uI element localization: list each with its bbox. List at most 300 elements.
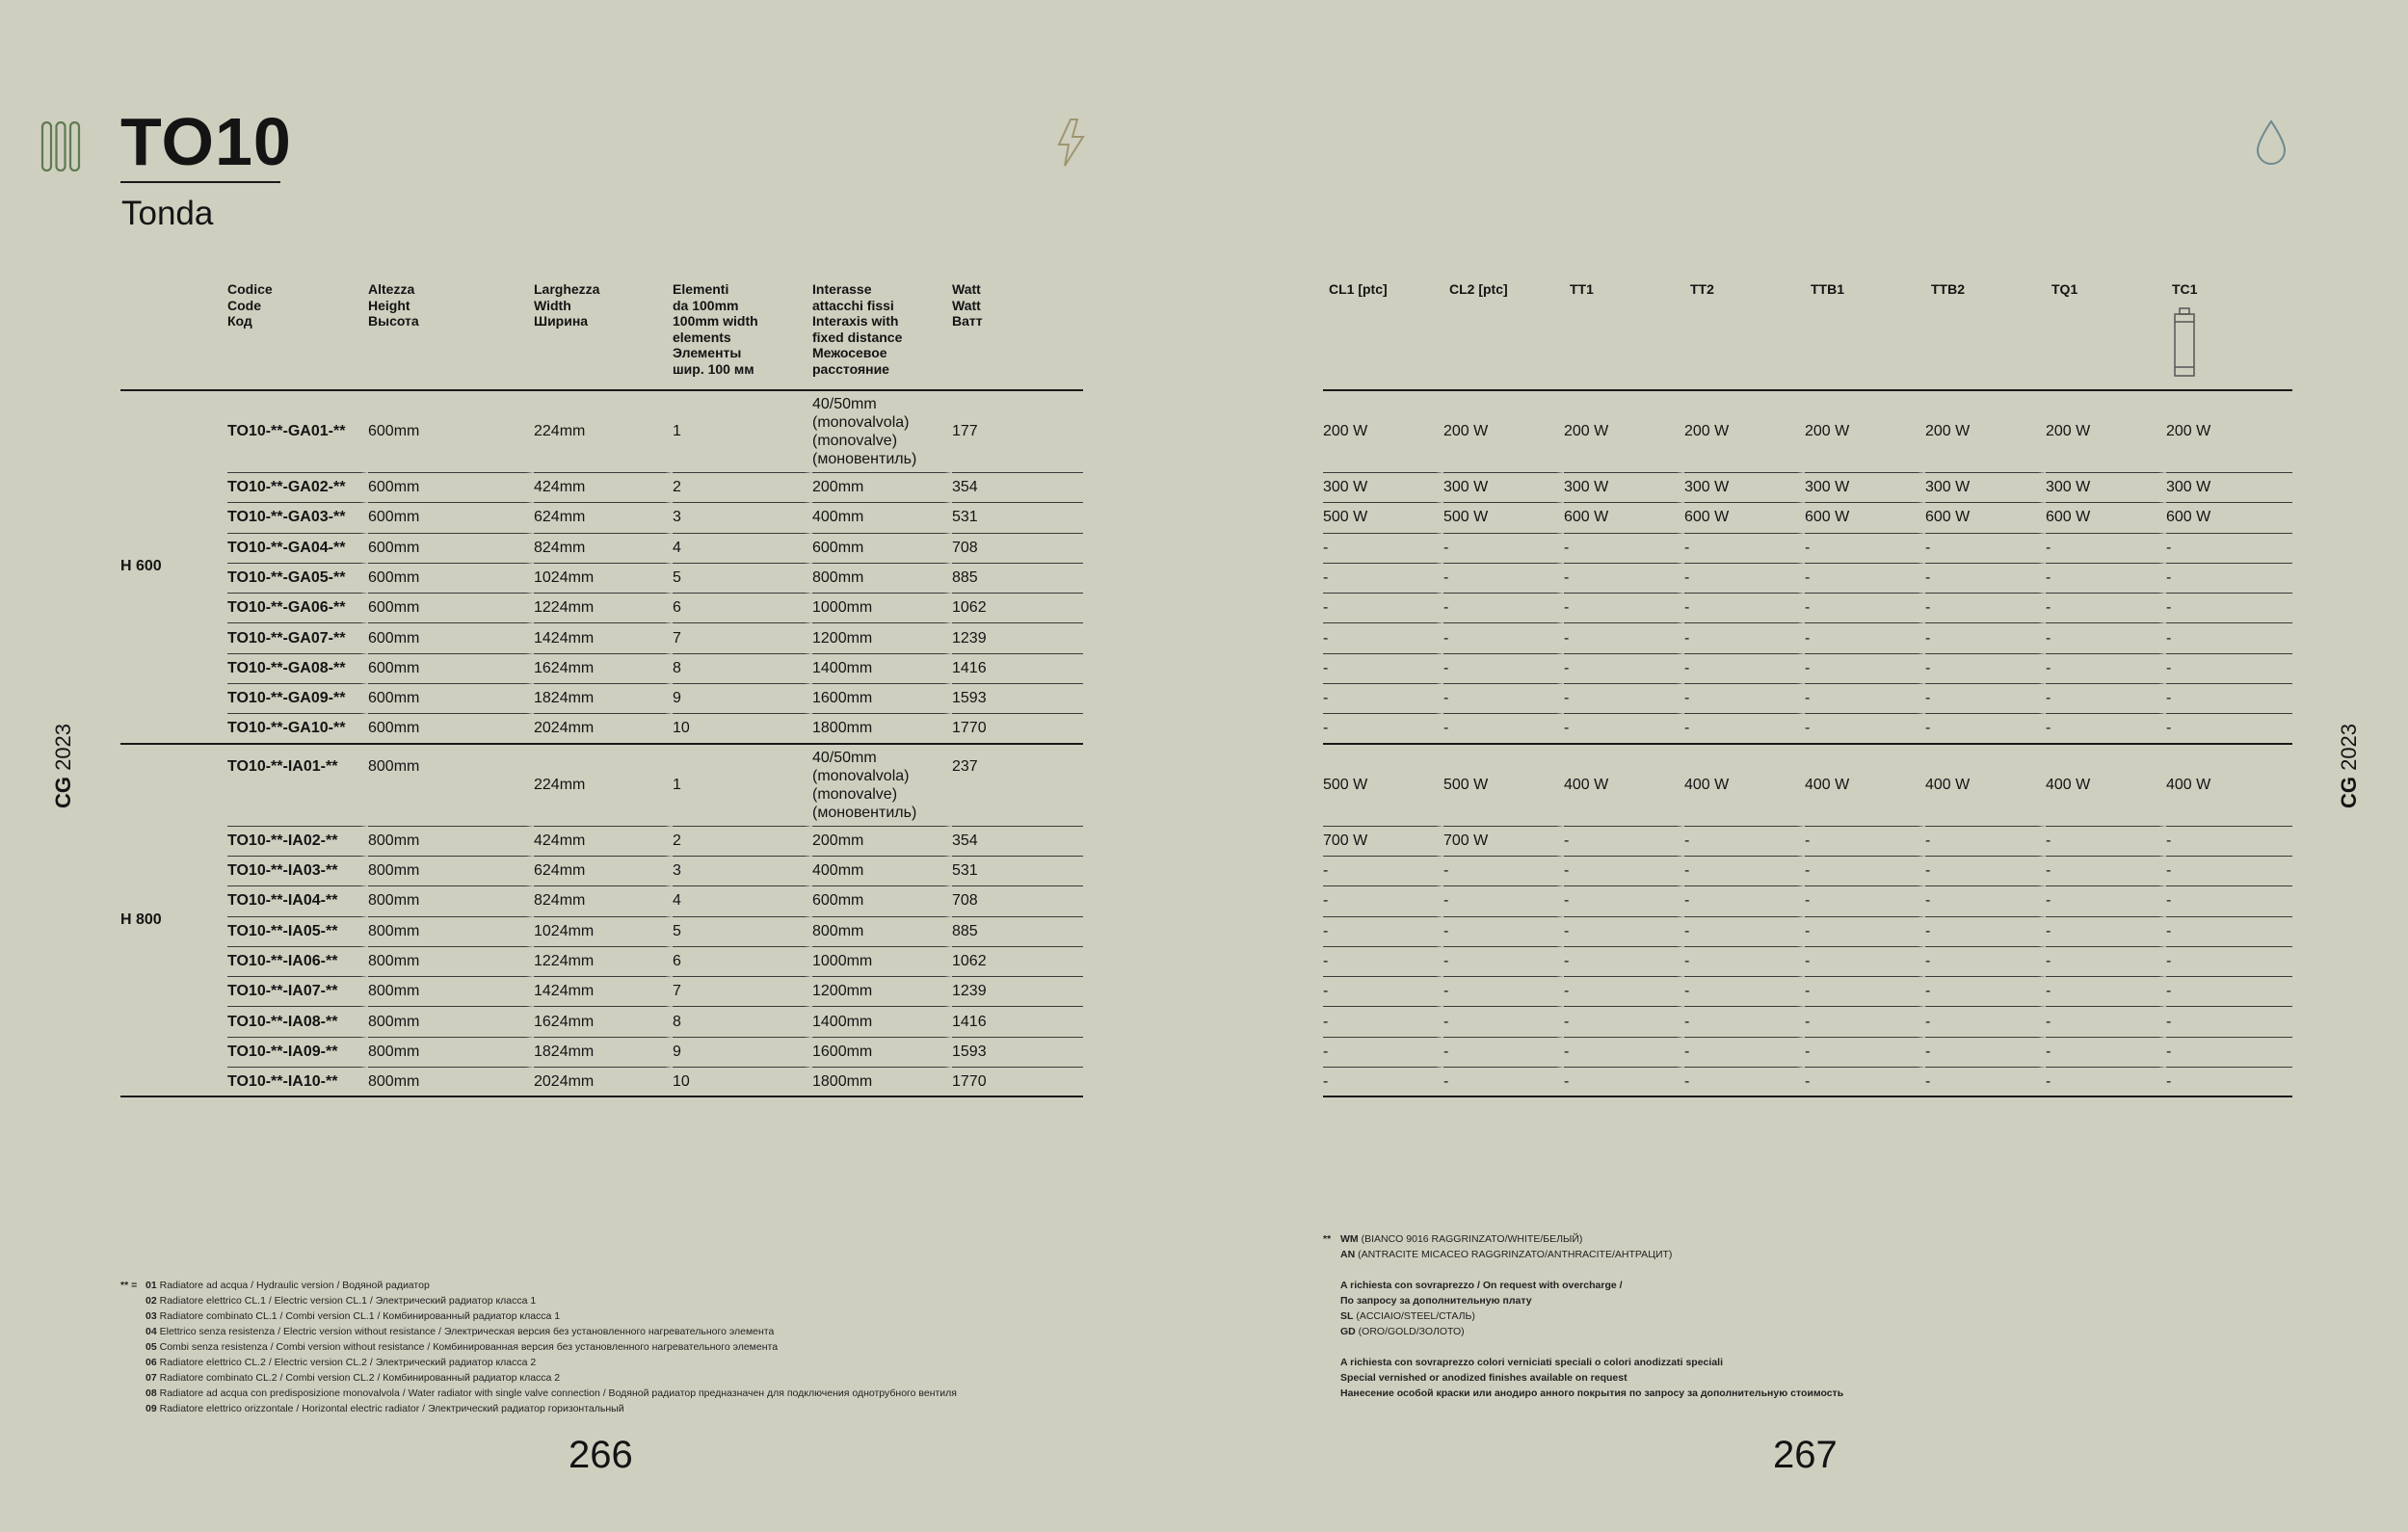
- cell-power: -: [1564, 917, 1684, 947]
- cell-watt: 885: [952, 917, 1083, 947]
- cell-w: 1224mm: [534, 947, 673, 977]
- cell-code: TO10-**-GA03-**: [227, 503, 368, 533]
- footnote-item: [146, 1339, 1084, 1355]
- side-label-left: [51, 718, 76, 814]
- footnote-item: [146, 1278, 1084, 1293]
- cell-power: -: [1925, 1038, 2046, 1068]
- cell-watt: 1239: [952, 977, 1083, 1007]
- product-code: TO10: [120, 104, 292, 179]
- cell-power: -: [1925, 564, 2046, 594]
- cell-code: TO10-**-GA09-**: [227, 684, 368, 714]
- right-power-table: [1323, 277, 2292, 1097]
- cell-power: -: [1564, 564, 1684, 594]
- cell-power: -: [1805, 1068, 1925, 1097]
- table-row: [1323, 857, 2292, 886]
- cell-power: -: [1925, 654, 2046, 684]
- cell-w: 224mm: [534, 745, 673, 827]
- cell-power: -: [1684, 1068, 1805, 1097]
- cell-power: -: [1564, 1038, 1684, 1068]
- product-name: Tonda: [121, 195, 214, 232]
- cell-power: -: [2166, 684, 2292, 714]
- header-elements: [673, 277, 812, 391]
- cell-h: 800mm: [368, 947, 534, 977]
- table-row: [1323, 917, 2292, 947]
- cell-h: 600mm: [368, 503, 534, 533]
- footnote-item: [146, 1386, 1084, 1401]
- cell-el: 7: [673, 977, 812, 1007]
- table-row: [1323, 714, 2292, 744]
- cell-power: -: [2046, 947, 2166, 977]
- table-row: [120, 947, 1083, 977]
- side-year: 2023: [2337, 723, 2361, 771]
- header-width: [534, 277, 673, 391]
- cell-power: -: [1323, 1038, 1443, 1068]
- cell-watt: 1239: [952, 623, 1083, 653]
- table-row: [1323, 1068, 2292, 1097]
- footnote-item: [146, 1370, 1084, 1386]
- cell-power: -: [1925, 684, 2046, 714]
- finish-item: [1340, 1247, 2287, 1262]
- cell-h: 800mm: [368, 917, 534, 947]
- cell-power: -: [1443, 594, 1564, 623]
- cell-h: 600mm: [368, 534, 534, 564]
- page-number-right: 267: [1773, 1434, 1838, 1476]
- cell-w: 2024mm: [534, 714, 673, 744]
- cell-power: 300 W: [1684, 473, 1805, 503]
- cell-power: -: [1443, 564, 1564, 594]
- cell-power: -: [1684, 917, 1805, 947]
- left-spec-table: [120, 277, 1083, 1097]
- cell-power: -: [1805, 1007, 1925, 1037]
- footnote-text: Elettrico senza resistenza / Electric version without resistance / Электрическая версия без установленного нагревательного элемента: [159, 1326, 775, 1337]
- cell-ia: 1000mm: [812, 594, 952, 623]
- finish-code: SL: [1340, 1310, 1354, 1322]
- header-variant-label: TC1: [2172, 281, 2198, 297]
- special-line: A richiesta con sovraprezzo colori verniciati speciali o colori anodizzati speciali: [1340, 1357, 1723, 1368]
- cell-power: -: [1925, 977, 2046, 1007]
- table-row: [1323, 684, 2292, 714]
- cell-power: 200 W: [2166, 391, 2292, 473]
- cell-watt: 531: [952, 857, 1083, 886]
- cell-power: -: [2046, 623, 2166, 653]
- cell-power: -: [1805, 564, 1925, 594]
- finish-item: [1340, 1308, 2287, 1324]
- radiator-icon: [40, 121, 81, 172]
- cell-power: -: [1925, 947, 2046, 977]
- cell-power: -: [2046, 1007, 2166, 1037]
- table-row: [120, 503, 1083, 533]
- cell-power: -: [2166, 1068, 2292, 1097]
- cell-power: -: [1684, 623, 1805, 653]
- cell-code: TO10-**-IA02-**: [227, 827, 368, 857]
- cell-power: -: [1684, 886, 1805, 916]
- cell-watt: 177: [952, 391, 1083, 473]
- cell-power: -: [2166, 534, 2292, 564]
- cell-power: -: [1323, 947, 1443, 977]
- footnote-text: Radiatore elettrico CL.1 / Electric version CL.1 / Электрический радиатор класса 1: [159, 1295, 537, 1307]
- header-variant: [1443, 277, 1564, 391]
- cell-el: 8: [673, 654, 812, 684]
- header-variant-label: TTB1: [1811, 281, 1844, 297]
- cell-code: TO10-**-GA01-**: [227, 391, 368, 473]
- cell-power: -: [1323, 534, 1443, 564]
- cell-power: 200 W: [1443, 391, 1564, 473]
- cell-code: TO10-**-GA04-**: [227, 534, 368, 564]
- cell-power: -: [1684, 684, 1805, 714]
- header-line: Ширина: [534, 313, 589, 329]
- cell-el: 5: [673, 564, 812, 594]
- cell-w: 1624mm: [534, 1007, 673, 1037]
- cell-el: 7: [673, 623, 812, 653]
- cell-power: -: [2046, 654, 2166, 684]
- cell-power: -: [2166, 623, 2292, 653]
- cell-power: 200 W: [1805, 391, 1925, 473]
- table-row: [1323, 391, 2292, 473]
- finish-code: WM: [1340, 1233, 1359, 1245]
- interaxis-line: 40/50mm: [812, 749, 877, 766]
- cell-power: 300 W: [1564, 473, 1684, 503]
- header-watt: [952, 277, 1083, 391]
- cell-power: -: [1323, 564, 1443, 594]
- cell-power: -: [1323, 1068, 1443, 1097]
- cell-ia: 1400mm: [812, 654, 952, 684]
- cell-power: -: [1805, 654, 1925, 684]
- header-line: 100mm width: [673, 313, 758, 329]
- cell-power: -: [1684, 1038, 1805, 1068]
- cell-w: 1824mm: [534, 1038, 673, 1068]
- cell-power: -: [1805, 917, 1925, 947]
- cell-power: 200 W: [1925, 391, 2046, 473]
- header-height: [368, 277, 534, 391]
- header-line: Код: [227, 313, 252, 329]
- table-row: [1323, 947, 2292, 977]
- cell-watt: 1593: [952, 684, 1083, 714]
- cell-w: 1424mm: [534, 623, 673, 653]
- cell-watt: 1593: [952, 1038, 1083, 1068]
- cell-el: 10: [673, 714, 812, 744]
- cell-power: -: [1925, 1068, 2046, 1097]
- table-row: [1323, 594, 2292, 623]
- header-interaxis: [812, 277, 952, 391]
- table-row: [120, 714, 1083, 744]
- cell-h: 800mm: [368, 1038, 534, 1068]
- table-row: [1323, 886, 2292, 916]
- interaxis-line: (monovalve): [812, 433, 898, 449]
- cell-power: -: [1564, 857, 1684, 886]
- footnote-code: 02: [146, 1295, 157, 1307]
- finish-text: (BIANCO 9016 RAGGRINZATO/WHITE/БЕЛЫЙ): [1361, 1233, 1583, 1245]
- cell-w: 1224mm: [534, 594, 673, 623]
- cell-watt: 531: [952, 503, 1083, 533]
- table-row: [120, 857, 1083, 886]
- cell-power: -: [1323, 886, 1443, 916]
- cell-power: -: [2166, 1038, 2292, 1068]
- cell-power: 600 W: [1684, 503, 1805, 533]
- finish-item: [1340, 1231, 2287, 1247]
- table-row: [1323, 623, 2292, 653]
- cell-power: -: [1443, 1007, 1564, 1037]
- cell-power: -: [1684, 827, 1805, 857]
- header-line: Codice: [227, 281, 273, 297]
- cell-h: 600mm: [368, 654, 534, 684]
- header-variant-label: TT2: [1690, 281, 1714, 297]
- cell-power: 400 W: [2046, 745, 2166, 827]
- cell-power: -: [1323, 623, 1443, 653]
- cell-power: 300 W: [1443, 473, 1564, 503]
- table-row: [1323, 503, 2292, 533]
- finish-text: (ANTRACITE MICACEO RAGGRINZATO/ANTHRACITE/АНТРАЦИТ): [1358, 1249, 1673, 1260]
- cell-el: 3: [673, 857, 812, 886]
- cell-code: TO10-**-IA03-**: [227, 857, 368, 886]
- cell-power: -: [1443, 947, 1564, 977]
- interaxis-line: (monovalvola): [812, 414, 910, 431]
- header-line: Interaxis with: [812, 313, 899, 329]
- overcharge-line: По запросу за дополнительную плату: [1340, 1295, 1532, 1307]
- cell-power: 500 W: [1443, 503, 1564, 533]
- cell-power: -: [1805, 594, 1925, 623]
- finish-text: (ORO/GOLD/ЗОЛОТО): [1358, 1326, 1465, 1337]
- footnote-item: [146, 1355, 1084, 1370]
- cell-code: TO10-**-GA06-**: [227, 594, 368, 623]
- cell-power: 600 W: [2046, 503, 2166, 533]
- page-number-left: 266: [569, 1434, 633, 1476]
- cell-power: -: [2046, 917, 2166, 947]
- cell-h: 600mm: [368, 714, 534, 744]
- cell-watt: 885: [952, 564, 1083, 594]
- finish-code: GD: [1340, 1326, 1356, 1337]
- finish-text: (ACCIAIO/STEEL/СТАЛЬ): [1356, 1310, 1475, 1322]
- cell-power: -: [2166, 827, 2292, 857]
- cell-power: -: [1925, 534, 2046, 564]
- cell-el: 9: [673, 684, 812, 714]
- cell-watt: 354: [952, 473, 1083, 503]
- cell-el: 10: [673, 1068, 812, 1097]
- cell-w: 1824mm: [534, 684, 673, 714]
- interaxis-line: 40/50mm: [812, 396, 877, 412]
- cell-power: -: [2046, 1038, 2166, 1068]
- cell-power: -: [1323, 1007, 1443, 1037]
- footnote-item: [146, 1293, 1084, 1308]
- header-line: Altezza: [368, 281, 415, 297]
- cell-power: -: [1443, 714, 1564, 744]
- table-row: [120, 1068, 1083, 1097]
- cell-ia: 1200mm: [812, 977, 952, 1007]
- cell-ia: 1800mm: [812, 714, 952, 744]
- table-row: [1323, 827, 2292, 857]
- cell-el: 1: [673, 745, 812, 827]
- cell-power: -: [1564, 827, 1684, 857]
- cell-power: -: [2166, 654, 2292, 684]
- header-variant: [1805, 277, 1925, 391]
- cell-power: -: [1564, 623, 1684, 653]
- cell-power: -: [1443, 1068, 1564, 1097]
- cell-el: 6: [673, 947, 812, 977]
- cell-power: -: [1684, 654, 1805, 684]
- cell-power: -: [1805, 886, 1925, 916]
- cell-w: 1424mm: [534, 977, 673, 1007]
- cell-power: -: [1925, 886, 2046, 916]
- cell-power: -: [1925, 623, 2046, 653]
- cell-power: -: [2166, 977, 2292, 1007]
- cell-power: -: [2046, 684, 2166, 714]
- cell-power: -: [1323, 857, 1443, 886]
- cell-power: -: [2046, 1068, 2166, 1097]
- cell-power: 400 W: [2166, 745, 2292, 827]
- cell-power: -: [1805, 714, 1925, 744]
- cell-power: -: [1684, 947, 1805, 977]
- cell-power: -: [2166, 714, 2292, 744]
- table-row: [120, 473, 1083, 503]
- header-variant-label: CL1 [ptc]: [1329, 281, 1388, 297]
- cell-power: -: [1564, 947, 1684, 977]
- cell-power: -: [2166, 564, 2292, 594]
- footnote-item: [146, 1308, 1084, 1324]
- header-code: [227, 277, 368, 391]
- cell-power: -: [1564, 886, 1684, 916]
- cell-power: -: [1684, 594, 1805, 623]
- header-variant: [1925, 277, 2046, 391]
- cell-ia: 1600mm: [812, 1038, 952, 1068]
- table-row: [120, 977, 1083, 1007]
- header-line: Элементы: [673, 345, 742, 360]
- cell-watt: 1770: [952, 714, 1083, 744]
- cell-power: -: [1564, 654, 1684, 684]
- cell-code: TO10-**-IA01-**: [227, 745, 368, 827]
- table-row: [120, 564, 1083, 594]
- water-drop-icon: [2255, 119, 2288, 168]
- side-label-right: [2337, 718, 2362, 814]
- finish-item: [1340, 1324, 2287, 1339]
- cell-power: -: [1443, 977, 1564, 1007]
- cell-power: -: [2046, 886, 2166, 916]
- footnote-code: 04: [146, 1326, 157, 1337]
- cell-power: -: [1925, 594, 2046, 623]
- cell-power: -: [2046, 714, 2166, 744]
- cell-watt: 1416: [952, 654, 1083, 684]
- table-row: [1323, 564, 2292, 594]
- cell-ia: 800mm: [812, 564, 952, 594]
- cell-power: -: [1564, 714, 1684, 744]
- cell-el: 3: [673, 503, 812, 533]
- cell-h: 600mm: [368, 564, 534, 594]
- cell-code: TO10-**-GA02-**: [227, 473, 368, 503]
- table-row: [1323, 473, 2292, 503]
- cell-code: TO10-**-GA08-**: [227, 654, 368, 684]
- header-line: Высота: [368, 313, 419, 329]
- cell-power: -: [1805, 947, 1925, 977]
- header-line: шир. 100 мм: [673, 360, 754, 377]
- footnote-text: Radiatore ad acqua con predisposizione monovalvola / Water radiator with single valve connection / Водяной радиатор предназначен для подключения однотрубного вентиля: [159, 1387, 957, 1399]
- special-line: Нанесение особой краски или анодиро анного покрытия по запросу за дополнительную стоимость: [1340, 1387, 1844, 1399]
- cell-h: 600mm: [368, 594, 534, 623]
- cell-power: -: [1925, 857, 2046, 886]
- cell-code: TO10-**-IA08-**: [227, 1007, 368, 1037]
- cell-power: 200 W: [2046, 391, 2166, 473]
- footnote-text: Combi senza resistenza / Combi version without resistance / Комбинированная версия без установленного нагревательного элемента: [159, 1341, 779, 1353]
- cell-w: 424mm: [534, 827, 673, 857]
- cell-power: 500 W: [1323, 745, 1443, 827]
- header-line: Interasse: [812, 281, 872, 297]
- header-line: Height: [368, 297, 410, 313]
- cell-power: 400 W: [1925, 745, 2046, 827]
- cell-power: -: [1805, 977, 1925, 1007]
- cell-ia: 600mm: [812, 534, 952, 564]
- finish-code: AN: [1340, 1249, 1356, 1260]
- cell-watt: 1770: [952, 1068, 1083, 1097]
- table-row: [120, 1007, 1083, 1037]
- cell-power: -: [1925, 827, 2046, 857]
- table-row: [120, 917, 1083, 947]
- cell-el: 2: [673, 827, 812, 857]
- cell-ia: 1000mm: [812, 947, 952, 977]
- cell-h: 600mm: [368, 391, 534, 473]
- cell-ia: 1200mm: [812, 623, 952, 653]
- cell-w: 424mm: [534, 473, 673, 503]
- table-row: [120, 886, 1083, 916]
- cell-code: TO10-**-IA07-**: [227, 977, 368, 1007]
- table-row: [120, 623, 1083, 653]
- table-row: [120, 654, 1083, 684]
- cell-power: 300 W: [2166, 473, 2292, 503]
- cell-power: -: [2046, 564, 2166, 594]
- cell-code: TO10-**-GA07-**: [227, 623, 368, 653]
- cell-power: -: [1443, 886, 1564, 916]
- table-row: [1323, 654, 2292, 684]
- cell-power: 500 W: [1443, 745, 1564, 827]
- group-label: H 800: [120, 745, 227, 1098]
- cell-watt: 1062: [952, 947, 1083, 977]
- cell-power: 600 W: [1564, 503, 1684, 533]
- cell-power: -: [1564, 1068, 1684, 1097]
- header-variant-label: TTB2: [1931, 281, 1965, 297]
- cell-power: -: [1443, 534, 1564, 564]
- cell-code: TO10-**-GA10-**: [227, 714, 368, 744]
- table-row: [120, 1038, 1083, 1068]
- cell-power: 200 W: [1684, 391, 1805, 473]
- header-variant-label: TT1: [1570, 281, 1594, 297]
- footnote-text: Radiatore combinato CL.1 / Combi version CL.1 / Комбинированный радиатор класса 1: [159, 1310, 561, 1322]
- cell-ia: 1800mm: [812, 1068, 952, 1097]
- cell-power: -: [1443, 857, 1564, 886]
- cell-power: -: [1564, 594, 1684, 623]
- footnote-item: [146, 1324, 1084, 1339]
- cell-power: 300 W: [1323, 473, 1443, 503]
- cell-power: -: [2046, 594, 2166, 623]
- header-line: da 100mm: [673, 297, 739, 313]
- header-line: attacchi fissi: [812, 297, 894, 313]
- lightning-bolt-icon: [1056, 118, 1087, 168]
- cell-h: 800mm: [368, 827, 534, 857]
- cell-w: 624mm: [534, 503, 673, 533]
- cell-w: 1024mm: [534, 917, 673, 947]
- cell-power: -: [1443, 684, 1564, 714]
- cell-el: 5: [673, 917, 812, 947]
- cell-ia: 1600mm: [812, 684, 952, 714]
- cell-power: 200 W: [1564, 391, 1684, 473]
- cell-ia: 400mm: [812, 857, 952, 886]
- header-line: Larghezza: [534, 281, 600, 297]
- cell-h: 800mm: [368, 977, 534, 1007]
- cell-power: 200 W: [1323, 391, 1443, 473]
- table-row: [120, 391, 1083, 473]
- header-line: Watt: [952, 281, 981, 297]
- header-row: [120, 277, 1083, 391]
- cell-code: TO10-**-IA06-**: [227, 947, 368, 977]
- cell-ia: 200mm: [812, 827, 952, 857]
- header-line: Межосевое: [812, 345, 887, 360]
- cell-power: -: [1564, 977, 1684, 1007]
- cell-power: 300 W: [1925, 473, 2046, 503]
